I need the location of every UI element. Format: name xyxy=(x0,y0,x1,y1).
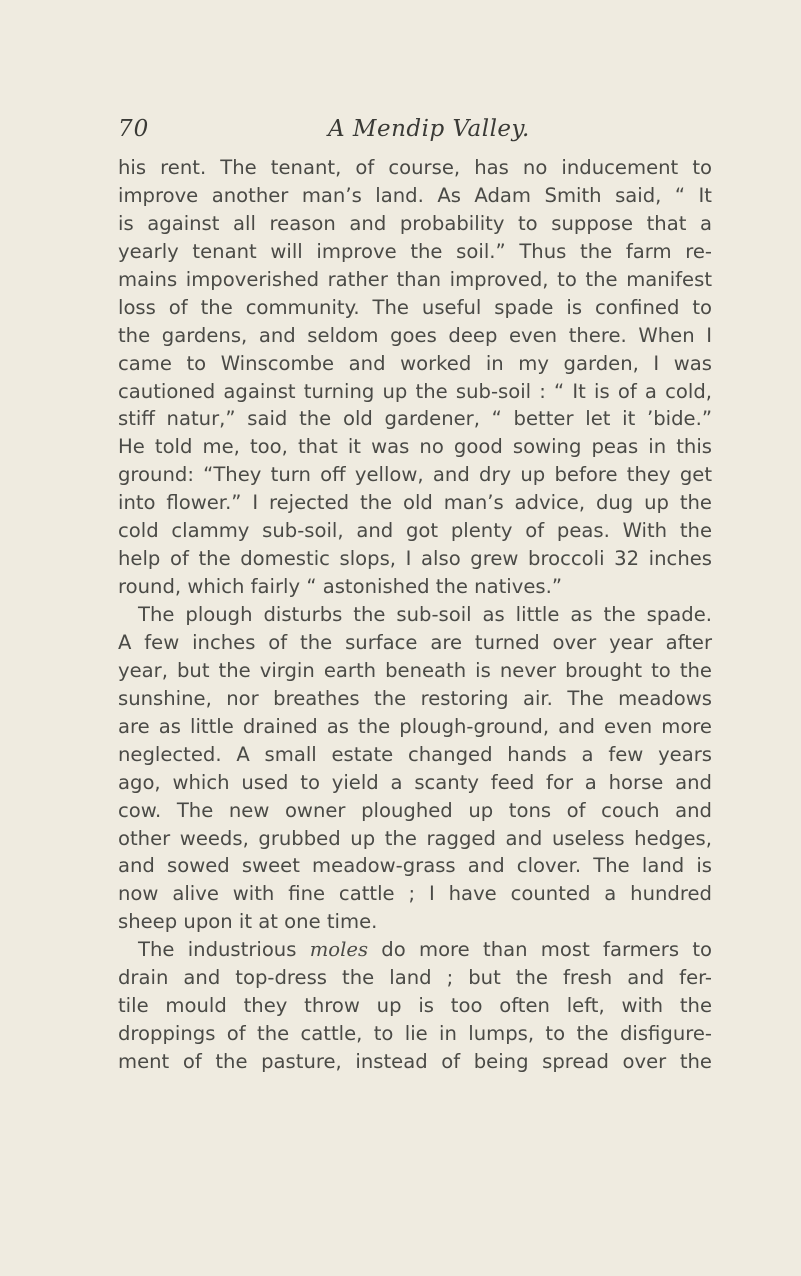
text-line: stiff natur,” said the old gardener, “ better let it ’bide.” xyxy=(118,407,712,431)
text-line: his rent. The tenant, of course, has no inducement to xyxy=(118,156,712,179)
text-fragment: The industrious xyxy=(138,938,310,962)
page-number: 70 xyxy=(118,116,150,142)
text-line: now alive with fine cattle ; I have counted a hundred xyxy=(118,882,712,906)
text-line: are as little drained as the plough-ground, and even more xyxy=(118,714,712,738)
running-title: A Mendip Valley. xyxy=(328,116,530,142)
paragraph-start-line xyxy=(118,936,712,964)
text-line: neglected. A small estate changed hands a few years xyxy=(118,742,712,766)
text-line: cautioned against turning up the sub-soil : “ It is of a cold, xyxy=(118,379,712,403)
text-line: tile mould they throw up is too often left, with the xyxy=(118,994,712,1018)
body-text xyxy=(118,154,712,1076)
text-line: sunshine, nor breathes the restoring air. The meadows xyxy=(118,686,712,710)
text-line: is against all reason and probability to suppose that a xyxy=(118,211,712,235)
text-line: loss of the community. The useful spade is confined to xyxy=(118,295,712,319)
text-line: sheep upon it at one time. xyxy=(118,910,378,934)
text-line: round, which fairly “ astonished the natives.” xyxy=(118,575,562,599)
text-line: ground: “They turn off yellow, and dry up before they get xyxy=(118,463,712,487)
text-line: mains impoverished rather than improved, to the manifest xyxy=(118,267,712,291)
page-header xyxy=(118,116,710,146)
text-line: improve another man’s land. As Adam Smith said, “ It xyxy=(118,183,712,207)
italic-word: moles xyxy=(309,938,369,962)
text-line: came to Winscombe and worked in my garden, I was xyxy=(118,351,712,375)
text-line: other weeds, grubbed up the ragged and useless hedges, xyxy=(118,826,712,850)
text-line: year, but the virgin earth beneath is never brought to the xyxy=(118,658,712,682)
text-line: the gardens, and seldom goes deep even there. When I xyxy=(118,323,712,347)
text-line: yearly tenant will improve the soil.” Thus the farm re- xyxy=(118,239,712,263)
text-line: drain and top-dress the land ; but the fresh and fer- xyxy=(118,966,712,990)
text-line: ago, which used to yield a scanty feed for a horse and xyxy=(118,770,712,794)
text-line: cold clammy sub-soil, and got plenty of peas. With the xyxy=(118,519,712,543)
text-line: into flower.” I rejected the old man’s advice, dug up the xyxy=(118,491,712,515)
text-line: A few inches of the surface are turned over year after xyxy=(118,630,712,654)
text-fragment: do more than most farmers to xyxy=(368,938,713,962)
text-line: He told me, too, that it was no good sowing peas in this xyxy=(118,435,712,459)
paragraph-start-line: The plough disturbs the sub-soil as little as the spade. xyxy=(138,603,712,626)
text-line: ment of the pasture, instead of being spread over the xyxy=(118,1050,712,1073)
text-line: cow. The new owner ploughed up tons of couch and xyxy=(118,798,712,822)
text-line: and sowed sweet meadow-grass and clover. The land is xyxy=(118,854,712,878)
text-line: help of the domestic slops, I also grew broccoli 32 inches xyxy=(118,547,712,571)
text-line: droppings of the cattle, to lie in lumps, to the disfigure- xyxy=(118,1022,712,1046)
